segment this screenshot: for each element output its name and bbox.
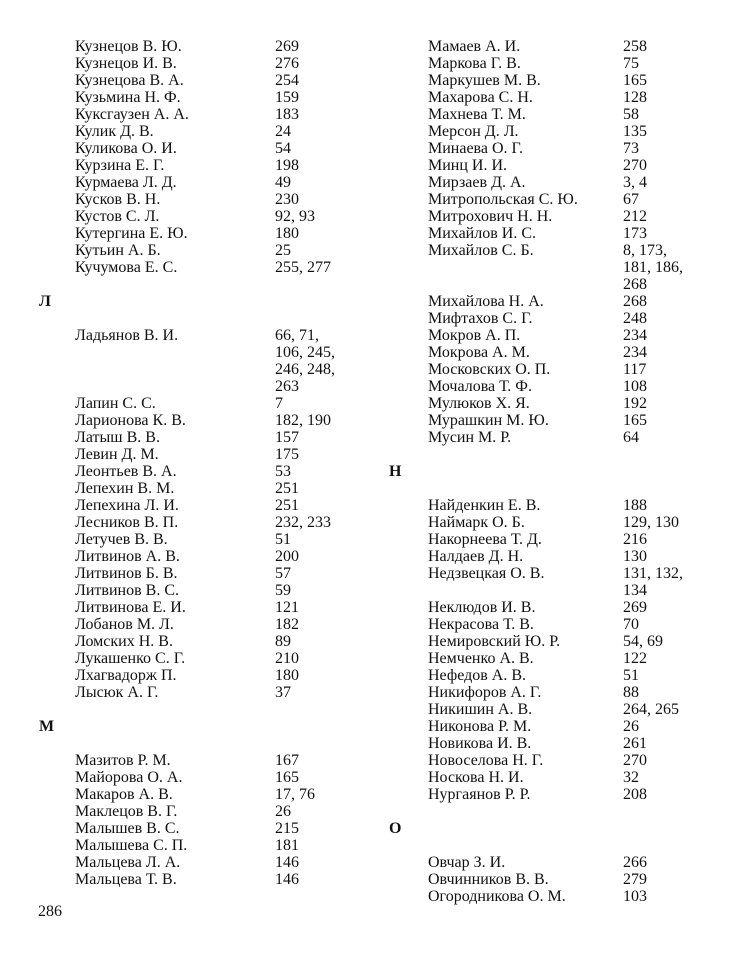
index-section-М [38, 718, 378, 888]
index-entry [388, 888, 728, 905]
index-entry [38, 38, 378, 55]
entry-pages: 165 [623, 412, 647, 429]
index-entry [38, 123, 378, 140]
entry-name: Кутьин А. Б. [75, 242, 161, 259]
entry-name: Кузнецова В. А. [75, 72, 184, 89]
entry-pages: 173 [623, 225, 647, 242]
index-entry [38, 412, 378, 429]
index-entry [388, 123, 728, 140]
index-entry [38, 259, 378, 276]
index-entry [388, 735, 728, 752]
index-entry [38, 191, 378, 208]
entry-pages: 70 [623, 616, 639, 633]
entry-pages: 57 [275, 565, 291, 582]
index-entry [38, 769, 378, 786]
entry-pages: 146 [275, 871, 299, 888]
index-entry [388, 616, 728, 633]
entry-pages: 64 [623, 429, 639, 446]
entry-pages: 279 [623, 871, 647, 888]
entry-name: Некрасова Т. В. [428, 616, 534, 633]
entry-pages: 54, 69 [623, 633, 663, 650]
entry-name: Маклецов В. Г. [75, 803, 178, 820]
entry-name: Немировский Ю. Р. [428, 633, 561, 650]
entry-name: Литвинов А. В. [75, 548, 180, 565]
entry-name: Овчинников В. В. [428, 871, 549, 888]
entry-name: Кузьмина Н. Ф. [75, 89, 181, 106]
entry-name: Лысюк А. Г. [75, 684, 159, 701]
entry-pages: 182 [275, 616, 299, 633]
entry-name: Куксгаузен А. А. [75, 106, 189, 123]
entry-pages: 32 [623, 769, 639, 786]
entry-name: Лхагвадорж П. [75, 667, 177, 684]
index-entry [38, 599, 378, 616]
entry-name: Лепехина Л. И. [75, 497, 179, 514]
index-entry [38, 89, 378, 106]
index-entry [388, 361, 728, 378]
entry-pages: 3, 4 [623, 174, 647, 191]
entry-name: Мурашкин М. Ю. [428, 412, 549, 429]
entry-name: Малышева С. П. [75, 837, 188, 854]
index-entry [38, 616, 378, 633]
entry-pages: 51 [623, 667, 639, 684]
index-entry [388, 225, 728, 242]
entry-name: Курмаева Л. Д. [75, 174, 177, 191]
index-entry [38, 72, 378, 89]
entry-name: Маркова Г. В. [428, 55, 521, 72]
entry-pages: 88 [623, 684, 639, 701]
entry-name: Ломских Н. В. [75, 633, 173, 650]
entry-name: Маркушев М. В. [428, 72, 541, 89]
entry-pages: 108 [623, 378, 647, 395]
index-entry [388, 650, 728, 667]
entry-pages: 251 [275, 480, 299, 497]
index-entry [388, 701, 728, 718]
entry-pages: 234 [623, 327, 647, 344]
entry-pages: 183 [275, 106, 299, 123]
entry-pages: 129, 130 [623, 514, 679, 531]
index-entry [388, 429, 728, 446]
section-letter: Н [389, 463, 402, 480]
entry-pages: 264, 265 [623, 701, 679, 718]
entry-name: Мокрова А. М. [428, 344, 530, 361]
entry-pages: 7 [275, 395, 283, 412]
index-entry [38, 684, 378, 701]
index-entry [38, 55, 378, 72]
entry-pages: 254 [275, 72, 299, 89]
index-entry [38, 531, 378, 548]
entry-name: Овчар З. И. [428, 854, 506, 871]
index-entry [388, 395, 728, 412]
entry-name: Малышев В. С. [75, 820, 180, 837]
entry-pages: 251 [275, 497, 299, 514]
entry-name: Курзина Е. Г. [75, 157, 165, 174]
entry-name: Мазитов Р. М. [75, 752, 171, 769]
entry-name: Михайлов С. Б. [428, 242, 534, 259]
index-entry [388, 871, 728, 888]
entry-name: Литвинов Б. В. [75, 565, 178, 582]
entry-name: Кустов С. Л. [75, 208, 160, 225]
entry-name: Нефедов А. В. [428, 667, 527, 684]
entry-name: Михайлова Н. А. [428, 293, 544, 310]
entry-name: Никишин А. В. [428, 701, 533, 718]
index-entry [38, 633, 378, 650]
entry-name: Ларионова К. В. [75, 412, 186, 429]
index-section-continued [388, 38, 728, 446]
index-entry [388, 38, 728, 55]
entry-name: Куликова О. И. [75, 140, 177, 157]
entry-name: Немченко А. В. [428, 650, 534, 667]
entry-pages: 135 [623, 123, 647, 140]
entry-name: Мирзаев Д. А. [428, 174, 526, 191]
entry-pages: 51 [275, 531, 291, 548]
index-entry [388, 718, 728, 735]
index-entry [388, 344, 728, 361]
index-entry [38, 157, 378, 174]
index-entry [38, 208, 378, 225]
entry-pages: 188 [623, 497, 647, 514]
index-entry [388, 786, 728, 803]
entry-pages: 66, 71, 106, 245, 246, 248, 263 [275, 327, 335, 395]
index-column-right [388, 38, 728, 905]
entry-pages: 24 [275, 123, 291, 140]
entry-name: Лесников В. П. [75, 514, 179, 531]
entry-name: Мамаев А. И. [428, 38, 521, 55]
entry-pages: 208 [623, 786, 647, 803]
index-entry [388, 208, 728, 225]
section-spacer [388, 480, 728, 497]
index-entry [38, 327, 378, 395]
entry-name: Кучумова Е. С. [75, 259, 178, 276]
entry-pages: 49 [275, 174, 291, 191]
entry-name: Никифоров А. Г. [428, 684, 542, 701]
index-entry [38, 548, 378, 565]
page-number: 286 [38, 903, 62, 920]
index-entry [388, 157, 728, 174]
index-entry [388, 497, 728, 514]
entry-pages: 212 [623, 208, 647, 225]
entry-pages: 180 [275, 225, 299, 242]
index-entry [388, 752, 728, 769]
entry-name: Минц И. И. [428, 157, 508, 174]
section-spacer [38, 310, 378, 327]
index-entry [388, 599, 728, 616]
index-entry [38, 225, 378, 242]
index-entry [388, 565, 728, 599]
index-entry [388, 514, 728, 531]
entry-pages: 232, 233 [275, 514, 331, 531]
section-letter: О [389, 820, 402, 837]
entry-pages: 167 [275, 752, 299, 769]
entry-pages: 131, 132, 134 [623, 565, 683, 599]
entry-pages: 215 [275, 820, 299, 837]
index-entry [388, 327, 728, 344]
entry-pages: 92, 93 [275, 208, 315, 225]
entry-name: Мокров А. П. [428, 327, 521, 344]
index-entry [38, 667, 378, 684]
index-entry [388, 242, 728, 293]
entry-pages: 58 [623, 106, 639, 123]
entry-pages: 25 [275, 242, 291, 259]
index-section-continued [38, 38, 378, 276]
index-entry [388, 531, 728, 548]
index-entry [388, 378, 728, 395]
index-section-О [388, 820, 728, 905]
index-entry [38, 497, 378, 514]
index-entry [38, 837, 378, 854]
entry-pages: 117 [623, 361, 647, 378]
entry-pages: 8, 173, 181, 186, 268 [623, 242, 683, 293]
index-entry [388, 174, 728, 191]
entry-name: Наймарк О. Б. [428, 514, 525, 531]
index-entry [388, 72, 728, 89]
entry-pages: 122 [623, 650, 647, 667]
index-entry [38, 803, 378, 820]
index-entry [388, 769, 728, 786]
entry-pages: 182, 190 [275, 412, 331, 429]
entry-pages: 53 [275, 463, 291, 480]
entry-name: Никонова Р. М. [428, 718, 532, 735]
index-entry [388, 191, 728, 208]
entry-pages: 26 [623, 718, 639, 735]
entry-name: Носкова Н. И. [428, 769, 524, 786]
index-entry [38, 582, 378, 599]
index-entry [38, 463, 378, 480]
entry-pages: 75 [623, 55, 639, 72]
index-entry [388, 412, 728, 429]
entry-name: Недзвецкая О. В. [428, 565, 545, 582]
entry-pages: 210 [275, 650, 299, 667]
entry-pages: 216 [623, 531, 647, 548]
index-section-Н [388, 463, 728, 803]
entry-pages: 248 [623, 310, 647, 327]
entry-pages: 261 [623, 735, 647, 752]
index-column-left [38, 38, 378, 888]
entry-name: Майорова О. А. [75, 769, 183, 786]
entry-pages: 270 [623, 752, 647, 769]
index-entry [38, 820, 378, 837]
index-entry [38, 514, 378, 531]
entry-name: Мальцева Т. В. [75, 871, 177, 888]
entry-pages: 159 [275, 89, 299, 106]
entry-name: Махарова С. Н. [428, 89, 533, 106]
entry-name: Налдаев Д. Н. [428, 548, 524, 565]
entry-pages: 37 [275, 684, 291, 701]
index-entry [388, 667, 728, 684]
entry-name: Махнева Т. М. [428, 106, 526, 123]
index-entry [388, 854, 728, 871]
entry-pages: 54 [275, 140, 291, 157]
section-spacer [38, 735, 378, 752]
entry-name: Левин Д. М. [75, 446, 159, 463]
index-entry [388, 684, 728, 701]
entry-pages: 73 [623, 140, 639, 157]
section-spacer [388, 837, 728, 854]
entry-pages: 266 [623, 854, 647, 871]
entry-pages: 17, 76 [275, 786, 315, 803]
entry-name: Мусин М. Р. [428, 429, 512, 446]
entry-pages: 230 [275, 191, 299, 208]
index-section-Л [38, 293, 378, 701]
entry-name: Лобанов М. Л. [75, 616, 174, 633]
entry-name: Неклюдов И. В. [428, 599, 536, 616]
entry-pages: 270 [623, 157, 647, 174]
entry-pages: 276 [275, 55, 299, 72]
entry-pages: 59 [275, 582, 291, 599]
entry-pages: 26 [275, 803, 291, 820]
entry-pages: 165 [275, 769, 299, 786]
entry-name: Мерсон Д. Л. [428, 123, 519, 140]
index-entry [38, 480, 378, 497]
entry-name: Кутергина Е. Ю. [75, 225, 188, 242]
entry-name: Ладьянов В. И. [75, 327, 179, 344]
entry-name: Лукашенко С. Г. [75, 650, 186, 667]
entry-name: Михайлов И. С. [428, 225, 537, 242]
index-entry [38, 446, 378, 463]
index-entry [388, 633, 728, 650]
entry-name: Мифтахов С. Г. [428, 310, 533, 327]
index-entry [38, 174, 378, 191]
entry-pages: 180 [275, 667, 299, 684]
entry-pages: 67 [623, 191, 639, 208]
entry-pages: 103 [623, 888, 647, 905]
entry-pages: 234 [623, 344, 647, 361]
entry-name: Леонтьев В. А. [75, 463, 177, 480]
entry-pages: 269 [623, 599, 647, 616]
entry-pages: 269 [275, 38, 299, 55]
entry-name: Митрохович Н. Н. [428, 208, 553, 225]
entry-name: Летучев В. В. [75, 531, 168, 548]
entry-name: Литвинова Е. И. [75, 599, 186, 616]
section-letter: М [39, 718, 55, 735]
entry-pages: 258 [623, 38, 647, 55]
index-entry [388, 106, 728, 123]
entry-pages: 181 [275, 837, 299, 854]
entry-name: Минаева О. Г. [428, 140, 523, 157]
index-entry [388, 293, 728, 310]
entry-name: Новоселова Н. Г. [428, 752, 544, 769]
entry-pages: 200 [275, 548, 299, 565]
index-entry [38, 140, 378, 157]
entry-name: Литвинов В. С. [75, 582, 179, 599]
entry-name: Макаров А. В. [75, 786, 173, 803]
entry-name: Мальцева Л. А. [75, 854, 181, 871]
section-letter: Л [39, 293, 51, 310]
entry-name: Новикова И. В. [428, 735, 532, 752]
entry-name: Мочалова Т. Ф. [428, 378, 532, 395]
entry-pages: 89 [275, 633, 291, 650]
index-entry [38, 429, 378, 446]
entry-name: Нургаянов Р. Р. [428, 786, 531, 803]
index-entry [38, 871, 378, 888]
entry-pages: 128 [623, 89, 647, 106]
entry-name: Кулик Д. В. [75, 123, 154, 140]
entry-name: Митропольская С. Ю. [428, 191, 578, 208]
entry-pages: 175 [275, 446, 299, 463]
index-entry [388, 89, 728, 106]
entry-name: Лепехин В. М. [75, 480, 175, 497]
entry-name: Лапин С. С. [75, 395, 156, 412]
index-entry [38, 650, 378, 667]
entry-name: Кузнецов И. В. [75, 55, 177, 72]
entry-name: Кусков В. Н. [75, 191, 161, 208]
index-entry [388, 548, 728, 565]
index-entry [38, 242, 378, 259]
entry-pages: 157 [275, 429, 299, 446]
entry-name: Кузнецов В. Ю. [75, 38, 182, 55]
index-entry [38, 854, 378, 871]
entry-name: Московских О. П. [428, 361, 551, 378]
index-entry [38, 565, 378, 582]
entry-pages: 165 [623, 72, 647, 89]
entry-name: Найденкин Е. В. [428, 497, 541, 514]
entry-pages: 198 [275, 157, 299, 174]
entry-pages: 130 [623, 548, 647, 565]
index-entry [388, 140, 728, 157]
entry-name: Накорнеева Т. Д. [428, 531, 542, 548]
index-entry [38, 395, 378, 412]
index-entry [38, 752, 378, 769]
entry-pages: 268 [623, 293, 647, 310]
index-entry [388, 55, 728, 72]
entry-name: Огородникова О. М. [428, 888, 566, 905]
index-entry [388, 310, 728, 327]
entry-pages: 192 [623, 395, 647, 412]
entry-pages: 146 [275, 854, 299, 871]
index-entry [38, 786, 378, 803]
index-entry [38, 106, 378, 123]
entry-pages: 255, 277 [275, 259, 331, 276]
entry-name: Мулюков Х. Я. [428, 395, 530, 412]
entry-name: Латыш В. В. [75, 429, 160, 446]
entry-pages: 121 [275, 599, 299, 616]
